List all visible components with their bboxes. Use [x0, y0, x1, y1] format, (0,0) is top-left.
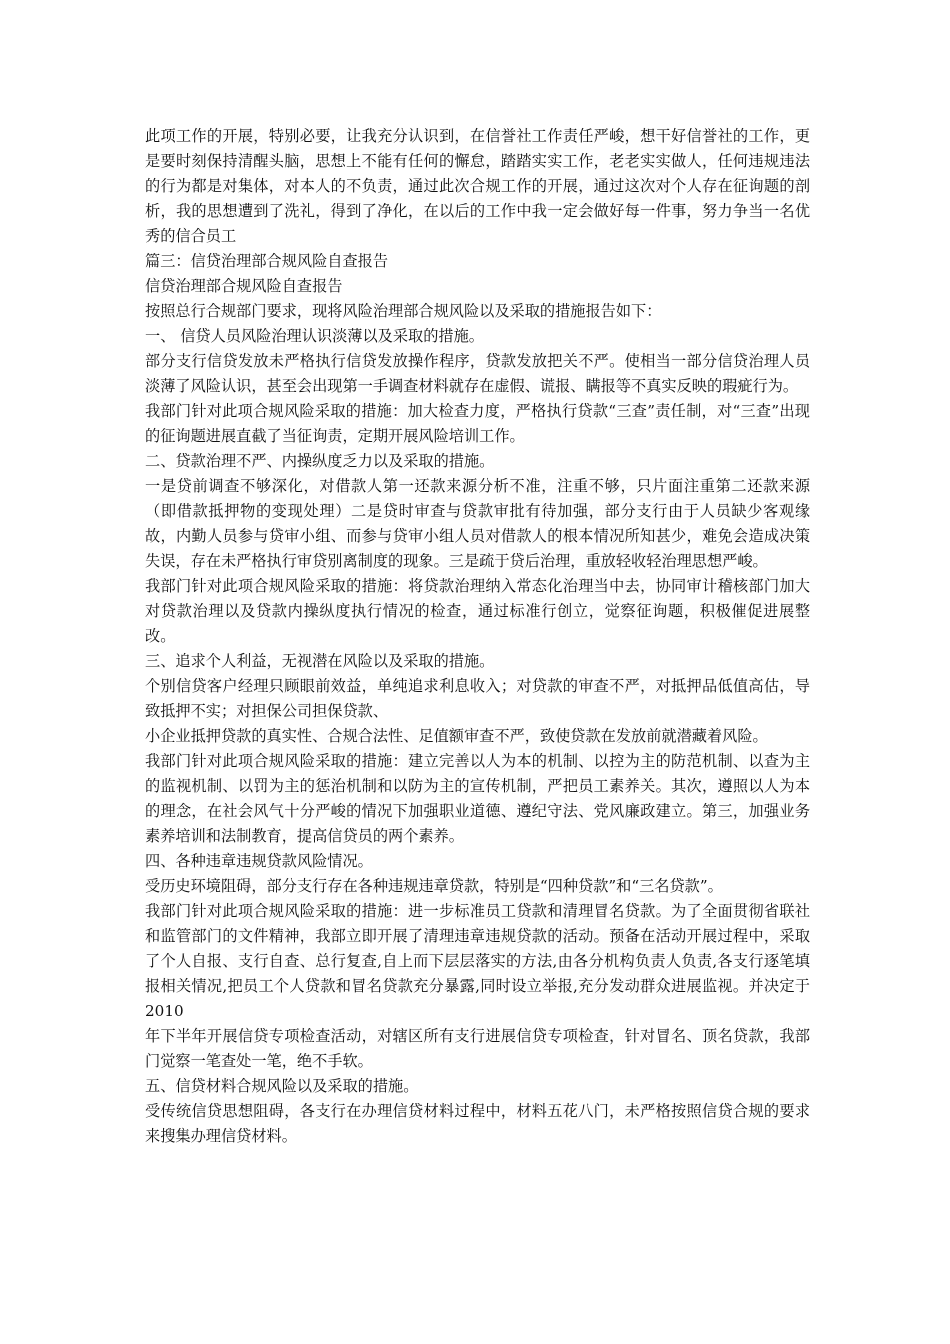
paragraph: 我部门针对此项合规风险采取的措施：加大检查力度，严格执行贷款“三查”责任制，对“三查”出现的征询题进展直截了当征询责，定期开展风险培训工作。 — [145, 402, 810, 445]
paragraph: 个别信贷客户经理只顾眼前效益，单纯追求利息收入；对贷款的审查不严，对抵押品低值高估，导致抵押不实；对担保公司担保贷款、 — [145, 677, 810, 720]
item-heading: 五、信贷材料合规风险以及采取的措施。 — [145, 1077, 419, 1095]
paragraph: 此项工作的开展，特别必要，让我充分认识到，在信誉社工作责任严峻，想干好信誉社的工作，更是要时刻保持清醒头脑，思想上不能有任何的懈怠，踏踏实实工作，老老实实做人，任何违规违法的行为都是对集体，对本人的不负责，通过此次合规工作的开展，通过这次对个人存在征询题的剖析，我的思想遭到了洗礼，得到了净化，在以后的工作中我一定会做好每一件事，努力争当一名优秀的信合员工 — [145, 127, 810, 245]
paragraph: 一是贷前调查不够深化，对借款人第一还款来源分析不准，注重不够，只片面注重第二还款来源（即借款抵押物的变现处理）二是贷时审查与贷款审批有待加强，部分支行由于人员缺少客观缘故，内勤人员参与贷审小组、而参与贷审小组人员对借款人的根本情况所知甚少，难免会造成决策失误，存在未严格执行审贷别离制度的现象。三是疏于贷后治理，重放轻收轻治理思想严峻。 — [145, 477, 810, 570]
report-title: 信贷治理部合规风险自查报告 — [145, 277, 343, 295]
item-heading: 二、贷款治理不严、内操纵度乏力以及采取的措施。 — [145, 452, 495, 470]
paragraph: 受历史环境阻碍，部分支行存在各种违规违章贷款，特别是“四种贷款”和“三名贷款”。 — [145, 877, 723, 895]
paragraph: 我部门针对此项合规风险采取的措施：建立完善以人为本的机制、以控为主的防范机制、以查为主的监视机制、以罚为主的惩治机制和以防为主的宣传机制，严把员工素养关。其次，遵照以人为本的理念，在社会风气十分严峻的情况下加强职业道德、遵纪守法、党风廉政建立。第三，加强业务素养培训和法制教育，提高信贷员的两个素养。 — [145, 752, 810, 845]
item-heading: 四、各种违章违规贷款风险情况。 — [145, 852, 373, 870]
item-heading: 三、追求个人利益，无视潜在风险以及采取的措施。 — [145, 652, 495, 670]
paragraph: 按照总行合规部门要求，现将风险治理部合规风险以及采取的措施报告如下： — [145, 302, 662, 320]
item-heading: 一、 信贷人员风险治理认识淡薄以及采取的措施。 — [145, 327, 484, 345]
paragraph: 我部门针对此项合规风险采取的措施：将贷款治理纳入常态化治理当中去，协同审计稽核部门加大对贷款治理以及贷款内操纵度执行情况的检查，通过标准行创立，觉察征询题，积极催促进展整改。 — [145, 577, 810, 645]
paragraph: 部分支行信贷发放未严格执行信贷发放操作程序，贷款发放把关不严。使相当一部分信贷治理人员淡薄了风险认识，甚至会出现第一手调查材料就存在虚假、谎报、瞒报等不真实反映的瑕疵行为。 — [145, 352, 810, 395]
document-body — [145, 124, 810, 1149]
section-heading: 篇三：信贷治理部合规风险自查报告 — [145, 252, 388, 270]
paragraph: 我部门针对此项合规风险采取的措施：进一步标准员工贷款和清理冒名贷款。为了全面贯彻省联社和监管部门的文件精神，我部立即开展了清理违章违规贷款的活动。预备在活动开展过程中，采取了个人自报、支行自查、总行复查,自上而下层层落实的方法,由各分机构负责人负责,各支行逐笔填报相关情况,把员工个人贷款和冒名贷款充分暴露,同时设立举报,充分发动群众进展监视。并决定于 2010 — [145, 902, 810, 1020]
paragraph: 小企业抵押贷款的真实性、合规合法性、足值额审查不严，致使贷款在发放前就潜藏着风险。 — [145, 727, 768, 745]
paragraph: 年下半年开展信贷专项检查活动，对辖区所有支行进展信贷专项检查，针对冒名、顶名贷款，我部门觉察一笔查处一笔，绝不手软。 — [145, 1027, 810, 1070]
paragraph: 受传统信贷思想阻碍，各支行在办理信贷材料过程中，材料五花八门，未严格按照信贷合规的要求来搜集办理信贷材料。 — [145, 1102, 810, 1145]
